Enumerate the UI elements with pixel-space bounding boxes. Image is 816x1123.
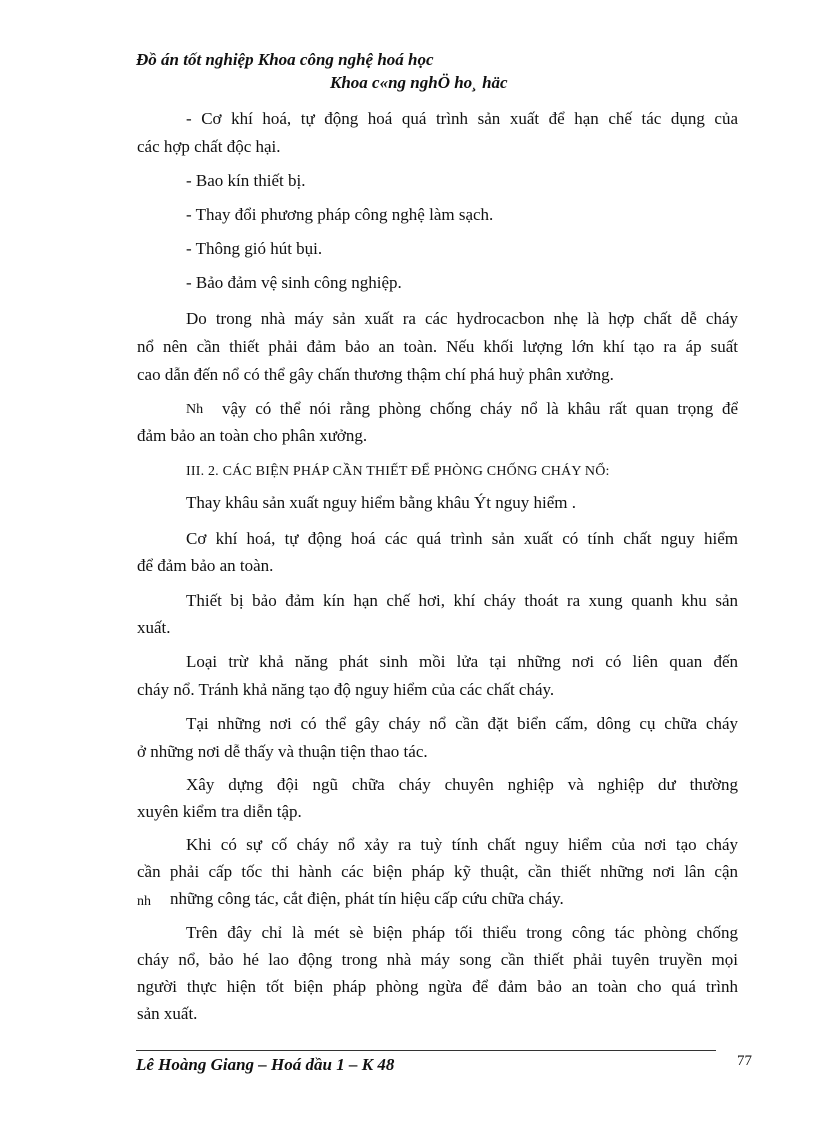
body-line: để đảm bảo an toàn.	[137, 556, 274, 575]
body-line: Tại những nơi có thể gây cháy nổ cần đặt biển cấm, dông cụ chữa cháy	[186, 714, 738, 733]
footer-divider	[136, 1050, 716, 1051]
body-line: ở những nơi dễ thấy và thuận tiện thao tác.	[137, 742, 428, 761]
body-line: cháy nổ, bảo hé lao động trong nhà máy song cần thiết phải tuyên truyền mọi	[137, 950, 738, 969]
body-line: xuyên kiểm tra diễn tập.	[137, 802, 302, 821]
body-line: - Thay đổi phương pháp công nghệ làm sạch.	[186, 205, 494, 224]
body-line: cháy nổ. Tránh khả năng tạo độ nguy hiểm của các chất cháy.	[137, 680, 555, 699]
body-line: Do trong nhà máy sản xuất ra các hydrocacbon nhẹ là hợp chất dễ cháy	[186, 309, 738, 328]
body-line: Khi có sự cố cháy nổ xảy ra tuỳ tính chất nguy hiểm của nơi tạo cháy	[186, 835, 738, 854]
body-line: - Bao kín thiết bị.	[186, 171, 306, 190]
body-fragment: Nh	[186, 402, 204, 417]
body-line: người thực hiện tốt biện pháp phòng ngừa để đảm bảo an toàn cho quá trình	[137, 977, 738, 996]
header-subtitle: Khoa c«ng nghÖ ho¸ häc	[330, 73, 508, 92]
page-number: 77	[737, 1053, 752, 1069]
section-heading: III. 2. CÁC BIỆN PHÁP CẦN THIẾT ĐỂ PHÒNG CHỐNG CHÁY NỔ:	[186, 464, 610, 479]
body-line: cần phải cấp tốc thi hành các biện pháp kỹ thuật, cần thiết những nơi lân cận	[137, 862, 738, 881]
body-line: - Cơ khí hoá, tự động hoá quá trình sản xuất để hạn chế tác dụng của	[186, 109, 738, 128]
body-line: Xây dựng đội ngũ chữa cháy chuyên nghiệp và nghiệp dư thường	[186, 775, 738, 794]
body-line: Loại trừ khả năng phát sinh mồi lửa tại những nơi có liên quan đến	[186, 652, 738, 671]
body-line: Cơ khí hoá, tự động hoá các quá trình sản xuất có tính chất nguy hiểm	[186, 529, 738, 548]
body-line: sản xuất.	[137, 1004, 198, 1023]
footer-author: Lê Hoàng Giang – Hoá dầu 1 – K 48	[136, 1055, 395, 1074]
body-line: Thay khâu sản xuất nguy hiểm bằng khâu Ýt nguy hiểm .	[186, 493, 576, 512]
body-line: các hợp chất độc hại.	[137, 137, 281, 156]
body-line: xuất.	[137, 618, 171, 637]
body-line: nổ nên cần thiết phải đảm bảo an toàn. Nếu khối lượng lớn khí tạo ra áp suất	[137, 337, 738, 356]
body-line: Trên đây chỉ là mét sè biện pháp tối thiểu trong công tác phòng chống	[186, 923, 738, 942]
body-line: - Thông gió hút bụi.	[186, 239, 323, 258]
body-line: đảm bảo an toàn cho phân xưởng.	[137, 426, 368, 445]
header-title: Đồ án tốt nghiệp Khoa công nghệ hoá học	[136, 50, 434, 69]
body-line: vậy có thể nói rằng phòng chống cháy nổ là khâu rất quan trọng để	[222, 399, 738, 418]
body-line: những công tác, cắt điện, phát tín hiệu cấp cứu chữa cháy.	[170, 889, 564, 908]
body-fragment: nh	[137, 894, 151, 909]
body-line: cao dẫn đến nổ có thể gây chấn thương thậm chí phá huỷ phân xưởng.	[137, 365, 614, 384]
body-line: - Bảo đảm vệ sinh công nghiệp.	[186, 273, 402, 292]
body-line: Thiết bị bảo đảm kín hạn chế hơi, khí cháy thoát ra xung quanh khu sản	[186, 591, 738, 610]
